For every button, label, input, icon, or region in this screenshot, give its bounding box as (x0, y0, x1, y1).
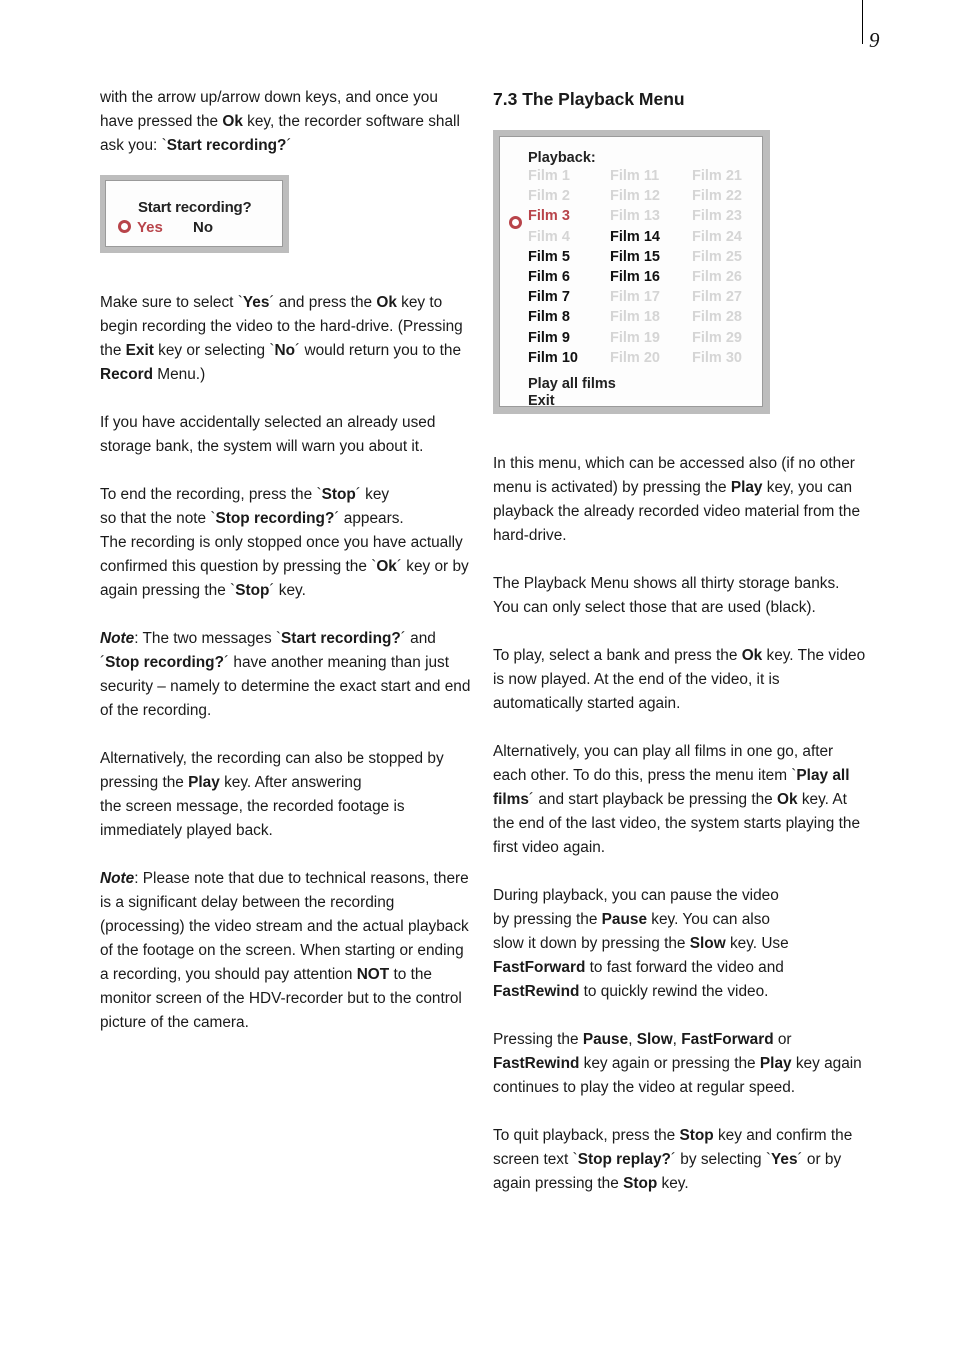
film-bank-item: Film 19 (610, 329, 660, 346)
film-bank-item: Film 16 (610, 269, 660, 285)
paragraph: To quit playback, press the Stop key and confirm the screen text `Stop replay?´ by selecting `Yes´ or by again pressing the Stop key. (493, 1127, 853, 1192)
film-bank-item: Film 6 (528, 269, 570, 285)
emphasis: Yes (242, 294, 270, 311)
film-bank-item: Film 15 (610, 248, 660, 265)
emphasis: Play (188, 774, 220, 791)
menu-exit: Exit (528, 393, 555, 409)
emphasis: Play (730, 479, 763, 496)
playback-menu-screenshot (493, 130, 770, 414)
film-bank-item: Film 25 (692, 248, 742, 265)
film-bank-item: Film 9 (528, 329, 570, 346)
intro-paragraph: with the arrow up/arrow down keys, and once you have pressed the Ok key, the recorder software shall ask you: `Start recording?´ (100, 89, 460, 154)
left-paragraphs (100, 291, 475, 1035)
selection-bullet-icon (509, 216, 522, 229)
emphasis: Stop recording? (215, 510, 335, 527)
film-bank-item: Film 30 (692, 349, 742, 366)
paragraph: The Playback Menu shows all thirty storage banks. You can only select those that are used (black). (493, 575, 840, 616)
paragraph: If you have accidentally selected an already used storage bank, the system will warn you about it. (100, 414, 436, 455)
page-number: 9 (869, 28, 880, 52)
emphasis: Start recording? (166, 137, 287, 154)
emphasis: Ok (376, 294, 397, 311)
emphasis: Ok (741, 647, 763, 664)
emphasis: Pause (601, 911, 648, 928)
film-bank-item: Film 28 (692, 309, 742, 326)
emphasis: Note (100, 630, 135, 647)
paragraph: Make sure to select `Yes´ and press the Ok key to begin recording the video to the hard-drive. (Pressing the Exit key or selecting `No´ would return you to the Record Menu.) (100, 294, 463, 383)
film-bank-item: Film 2 (528, 188, 570, 205)
section-heading: 7.3 The Playback Menu (493, 89, 685, 109)
emphasis: FastRewind (493, 1055, 580, 1072)
emphasis: Ok (376, 558, 397, 575)
emphasis: Ok (777, 791, 798, 808)
emphasis: Slow (689, 935, 726, 952)
emphasis: Stop replay? (577, 1151, 671, 1168)
emphasis: Pause (582, 1031, 629, 1048)
paragraph: Alternatively, the recording can also be stopped by pressing the Play key. After answering the screen message, the recorded footage is immediately played back. (100, 750, 444, 839)
right-paragraphs (493, 452, 868, 1196)
emphasis: Stop (679, 1127, 714, 1144)
paragraph: Note: The two messages `Start recording?´ and ´Stop recording?´ have another meaning than just security – namely to determine the exact start and end of the recording. (100, 630, 471, 719)
emphasis: Stop recording? (105, 654, 224, 671)
emphasis: Play all films (493, 767, 850, 808)
paragraph: In this menu, which can be accessed also (if no other menu is activated) by pressing the Play key, you can playback the already recorded video material from the hard-drive. (493, 455, 861, 544)
film-bank-item: Film 10 (528, 349, 578, 366)
emphasis: Note (100, 870, 135, 887)
emphasis: Record (100, 366, 154, 383)
film-bank-item: Film 11 (610, 168, 660, 184)
emphasis: Stop (623, 1175, 658, 1192)
emphasis: Play (759, 1055, 792, 1072)
film-bank-item: Film 17 (610, 289, 660, 306)
film-bank-item: Film 7 (528, 289, 570, 306)
page-rule (862, 0, 863, 44)
paragraph: Pressing the Pause, Slow, FastForward or FastRewind key again or pressing the Play key again continues to play the video at regular speed. (493, 1031, 862, 1096)
film-bank-item: Film 18 (610, 309, 660, 326)
film-bank-item: Film 13 (610, 208, 660, 225)
dialog-option-yes: Yes (137, 219, 163, 236)
dialog-title: Start recording? (138, 199, 252, 216)
film-bank-item: Film 5 (528, 248, 570, 265)
dialog-panel (105, 180, 283, 247)
emphasis: FastRewind (493, 983, 580, 1000)
paragraph: To end the recording, press the `Stop´ key so that the note `Stop recording?´ appears. The recording is only stopped once you have actually confirmed this question by pressing the `Ok´ key or by again pressing the `Stop´ key. (100, 486, 469, 599)
left-column (100, 86, 475, 1059)
film-bank-item: Film 21 (692, 168, 742, 184)
paragraph: Alternatively, you can play all films in one go, after each other. To do this, press the menu item `Play all films´ and start playback be pressing the Ok key. At the end of the last video, the system starts playing the first video again. (493, 743, 861, 856)
emphasis: Stop (235, 582, 270, 599)
paragraph: Note: Please note that due to technical reasons, there is a significant delay between the recording (processing) the video stream and the actual playback of the footage on the screen. When starting or ending a recording, you should pay attention NOT to the monitor screen of the HDV-recorder but to the control picture of the camera. (100, 870, 469, 1031)
paragraph: To play, select a bank and press the Ok key. The video is now played. At the end of the video, it is automatically started again. (493, 647, 866, 712)
emphasis: Yes (770, 1151, 798, 1168)
film-bank-item: Film 27 (692, 289, 742, 306)
playback-menu-panel (499, 136, 763, 407)
film-bank-item: Film 14 (610, 228, 660, 245)
film-bank-item: Film 22 (692, 188, 742, 205)
emphasis: Start recording? (281, 630, 401, 647)
film-bank-item: Film 20 (610, 349, 660, 366)
paragraph: During playback, you can pause the video by pressing the Pause key. You can also slow it down by pressing the Slow key. Use FastForward to fast forward the video and FastRewind to quickly rewind the video. (493, 887, 789, 1000)
film-bank-item: Film 24 (692, 228, 742, 245)
emphasis: Exit (125, 342, 154, 359)
emphasis: FastForward (681, 1031, 774, 1048)
dialog-option-no: No (193, 219, 213, 236)
emphasis: Stop (321, 486, 356, 503)
emphasis: NOT (356, 966, 390, 983)
film-bank-item: Film 29 (692, 329, 742, 346)
emphasis: Slow (636, 1031, 673, 1048)
film-bank-item: Film 3 (528, 208, 570, 225)
start-recording-dialog-screenshot (100, 175, 289, 253)
selection-bullet-icon (118, 220, 131, 233)
menu-play-all: Play all films (528, 376, 616, 392)
film-bank-item: Film 1 (528, 168, 570, 184)
film-bank-item: Film 4 (528, 228, 570, 245)
menu-title: Playback: (528, 150, 596, 166)
emphasis: Ok (222, 113, 243, 130)
emphasis: No (274, 342, 296, 359)
film-bank-item: Film 12 (610, 188, 660, 205)
film-bank-item: Film 8 (528, 309, 570, 326)
film-bank-item: Film 23 (692, 208, 742, 225)
emphasis: FastForward (493, 959, 586, 976)
right-column (493, 86, 868, 1220)
film-bank-item: Film 26 (692, 269, 742, 285)
